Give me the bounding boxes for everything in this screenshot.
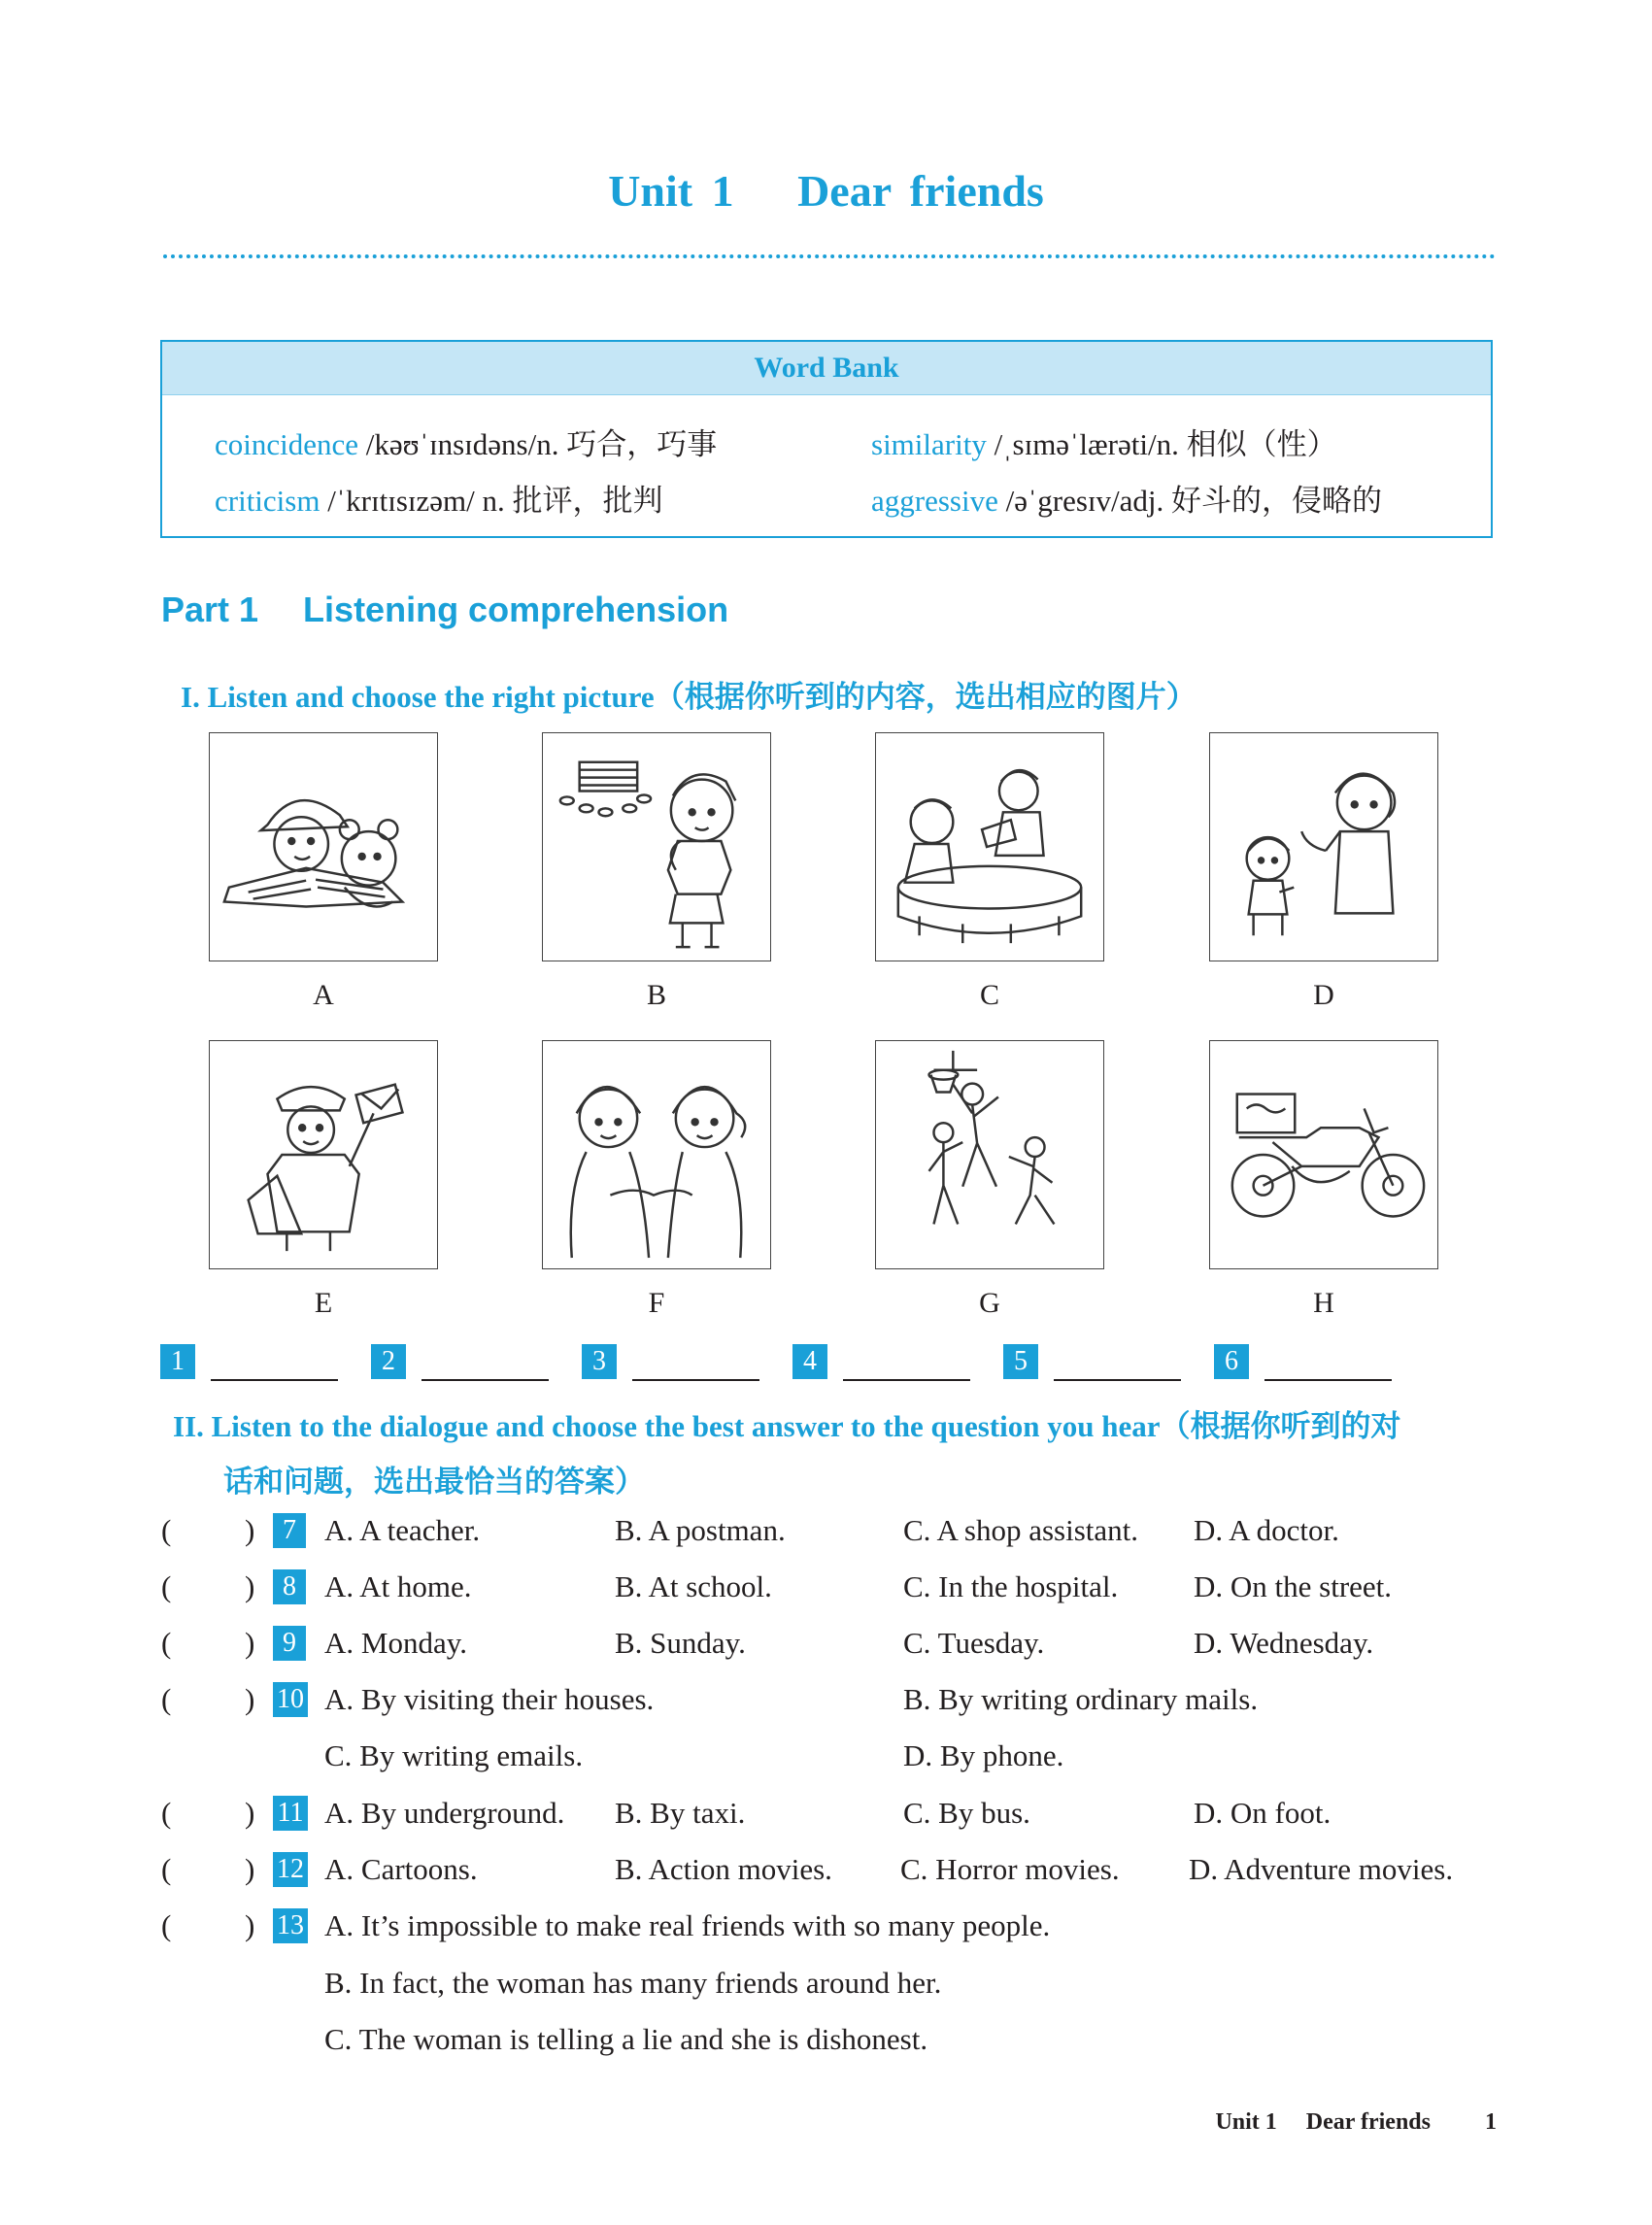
- word-bank-entry: [215, 420, 717, 463]
- word-bank-entry: [871, 420, 1337, 463]
- option-c[interactable]: C. In the hospital.: [903, 1569, 1119, 1603]
- option-c[interactable]: C. By writing emails.: [324, 1738, 584, 1772]
- answer-paren-open: (: [161, 1852, 172, 1886]
- option-a[interactable]: A. It’s impossible to make real friends with so many people.: [324, 1908, 1051, 1942]
- page-footer: [1215, 2102, 1497, 2136]
- people-playing-basketball-icon: [876, 1041, 1103, 1268]
- answer-blank[interactable]: [843, 1379, 970, 1381]
- question-number-badge: 11: [273, 1796, 308, 1831]
- question-number-badge: 8: [273, 1569, 306, 1604]
- option-b[interactable]: B. Sunday.: [615, 1626, 746, 1660]
- option-c[interactable]: C. Horror movies.: [900, 1852, 1120, 1886]
- word-bank-definition: /əˈgresɪv/adj. 好斗的，侵略的: [997, 484, 1383, 518]
- footer-unit-title: Unit 1 Dear friends: [1215, 2109, 1431, 2135]
- question-number-badge: 2: [371, 1344, 406, 1379]
- option-c[interactable]: C. The woman is telling a lie and she is dishonest.: [324, 2022, 928, 2056]
- part-1-title: Part 1 Listening comprehension: [161, 590, 729, 629]
- picture-h: [1209, 1040, 1438, 1269]
- motorcycle-icon: [1210, 1041, 1437, 1268]
- option-b[interactable]: B. By taxi.: [615, 1796, 746, 1830]
- boy-thinking-about-money-icon: [543, 733, 770, 961]
- question-number-badge: 4: [792, 1344, 827, 1379]
- option-d[interactable]: D. By phone.: [903, 1738, 1064, 1772]
- answer-paren-close: ): [245, 1569, 255, 1603]
- word-bank-word: aggressive: [871, 484, 998, 518]
- answer-paren-open: (: [161, 1513, 172, 1547]
- question-number-badge: 12: [273, 1852, 308, 1887]
- page-number: 1: [1485, 2109, 1497, 2135]
- question-number-badge: 7: [273, 1513, 306, 1548]
- question-number-badge: 1: [160, 1344, 195, 1379]
- word-bank-definition: /ˌsɪməˈlærəti/n. 相似（性）: [986, 427, 1337, 461]
- option-b[interactable]: B. At school.: [615, 1569, 772, 1603]
- option-a[interactable]: A. By underground.: [324, 1796, 565, 1830]
- answer-paren-close: ): [245, 1626, 255, 1660]
- option-a[interactable]: A. By visiting their houses.: [324, 1682, 655, 1716]
- answer-paren-open: (: [161, 1796, 172, 1830]
- answer-paren-close: ): [245, 1908, 255, 1942]
- boy-reading-with-teddy-bear-icon: [210, 733, 437, 961]
- option-d[interactable]: D. On foot.: [1194, 1796, 1332, 1830]
- option-a[interactable]: A. Cartoons.: [324, 1852, 478, 1886]
- answer-blank[interactable]: [632, 1379, 759, 1381]
- picture-label: C: [979, 979, 999, 1011]
- word-bank-title: Word Bank: [162, 342, 1491, 395]
- picture-f: [542, 1040, 771, 1269]
- adult-and-child-talking-icon: [1210, 733, 1437, 961]
- question-number-badge: 3: [582, 1344, 617, 1379]
- picture-label: B: [646, 979, 666, 1011]
- word-bank-entry: [871, 476, 1382, 520]
- picture-e: [209, 1040, 438, 1269]
- picture-label: H: [1313, 1287, 1334, 1319]
- picture-label: D: [1313, 979, 1334, 1011]
- word-bank-definition: /ˈkrɪtɪsɪzəm/ n. 批评，批判: [320, 484, 663, 518]
- question-number-badge: 13: [273, 1908, 308, 1943]
- word-bank-entry: [215, 476, 663, 520]
- answer-blank[interactable]: [211, 1379, 338, 1381]
- answer-blank[interactable]: [421, 1379, 549, 1381]
- answer-paren-close: ): [245, 1852, 255, 1886]
- option-d[interactable]: D. On the street.: [1194, 1569, 1393, 1603]
- answer-paren-close: ): [245, 1796, 255, 1830]
- question-number-badge: 9: [273, 1626, 306, 1661]
- picture-g: [875, 1040, 1104, 1269]
- answer-paren-open: (: [161, 1908, 172, 1942]
- option-a[interactable]: A. At home.: [324, 1569, 472, 1603]
- picture-label: G: [979, 1287, 1000, 1319]
- answer-paren-close: ): [245, 1513, 255, 1547]
- question-number-badge: 5: [1003, 1344, 1038, 1379]
- section-2-heading-continued: 话和问题，选出最恰当的答案）: [223, 1465, 645, 1499]
- word-bank-box: [160, 340, 1493, 538]
- picture-label: A: [313, 979, 334, 1011]
- option-d[interactable]: D. Adventure movies.: [1189, 1852, 1454, 1886]
- section-2-heading: II. Listen to the dialogue and choose the best answer to the question you hear（根据你听到的对: [173, 1409, 1401, 1443]
- unit-title: Unit 1 Dear friends: [608, 166, 1044, 216]
- two-people-at-table-icon: [876, 733, 1103, 961]
- picture-c: [875, 732, 1104, 961]
- title-dotted-divider: [163, 254, 1496, 258]
- answer-paren-open: (: [161, 1682, 172, 1716]
- option-c[interactable]: C. Tuesday.: [903, 1626, 1045, 1660]
- answer-paren-open: (: [161, 1569, 172, 1603]
- option-a[interactable]: A. Monday.: [324, 1626, 467, 1660]
- two-girls-shaking-hands-icon: [543, 1041, 770, 1268]
- picture-label: E: [314, 1287, 333, 1319]
- answer-paren-close: ): [245, 1682, 255, 1716]
- word-bank-word: criticism: [215, 484, 320, 518]
- picture-a: [209, 732, 438, 961]
- answer-blank[interactable]: [1264, 1379, 1392, 1381]
- word-bank-definition: /kəʊˈɪnsɪdəns/n. 巧合，巧事: [358, 427, 718, 461]
- answer-blank[interactable]: [1054, 1379, 1181, 1381]
- option-b[interactable]: B. Action movies.: [615, 1852, 832, 1886]
- question-number-badge: 10: [273, 1682, 308, 1717]
- answer-paren-open: (: [161, 1626, 172, 1660]
- word-bank-word: similarity: [871, 427, 987, 461]
- option-d[interactable]: D. A doctor.: [1194, 1513, 1339, 1547]
- picture-label: F: [648, 1287, 665, 1319]
- word-bank-word: coincidence: [215, 427, 359, 461]
- section-1-heading: I. Listen and choose the right picture（根据你听到的内容，选出相应的图片）: [181, 680, 1197, 714]
- option-b[interactable]: B. A postman.: [615, 1513, 786, 1547]
- picture-b: [542, 732, 771, 961]
- option-a[interactable]: A. A teacher.: [324, 1513, 481, 1547]
- postman-with-letter-icon: [210, 1041, 437, 1268]
- picture-d: [1209, 732, 1438, 961]
- option-b[interactable]: B. In fact, the woman has many friends around her.: [324, 1966, 942, 2000]
- question-number-badge: 6: [1214, 1344, 1249, 1379]
- option-b[interactable]: B. By writing ordinary mails.: [903, 1682, 1259, 1716]
- option-d[interactable]: D. Wednesday.: [1194, 1626, 1374, 1660]
- option-c[interactable]: C. A shop assistant.: [903, 1513, 1139, 1547]
- option-c[interactable]: C. By bus.: [903, 1796, 1030, 1830]
